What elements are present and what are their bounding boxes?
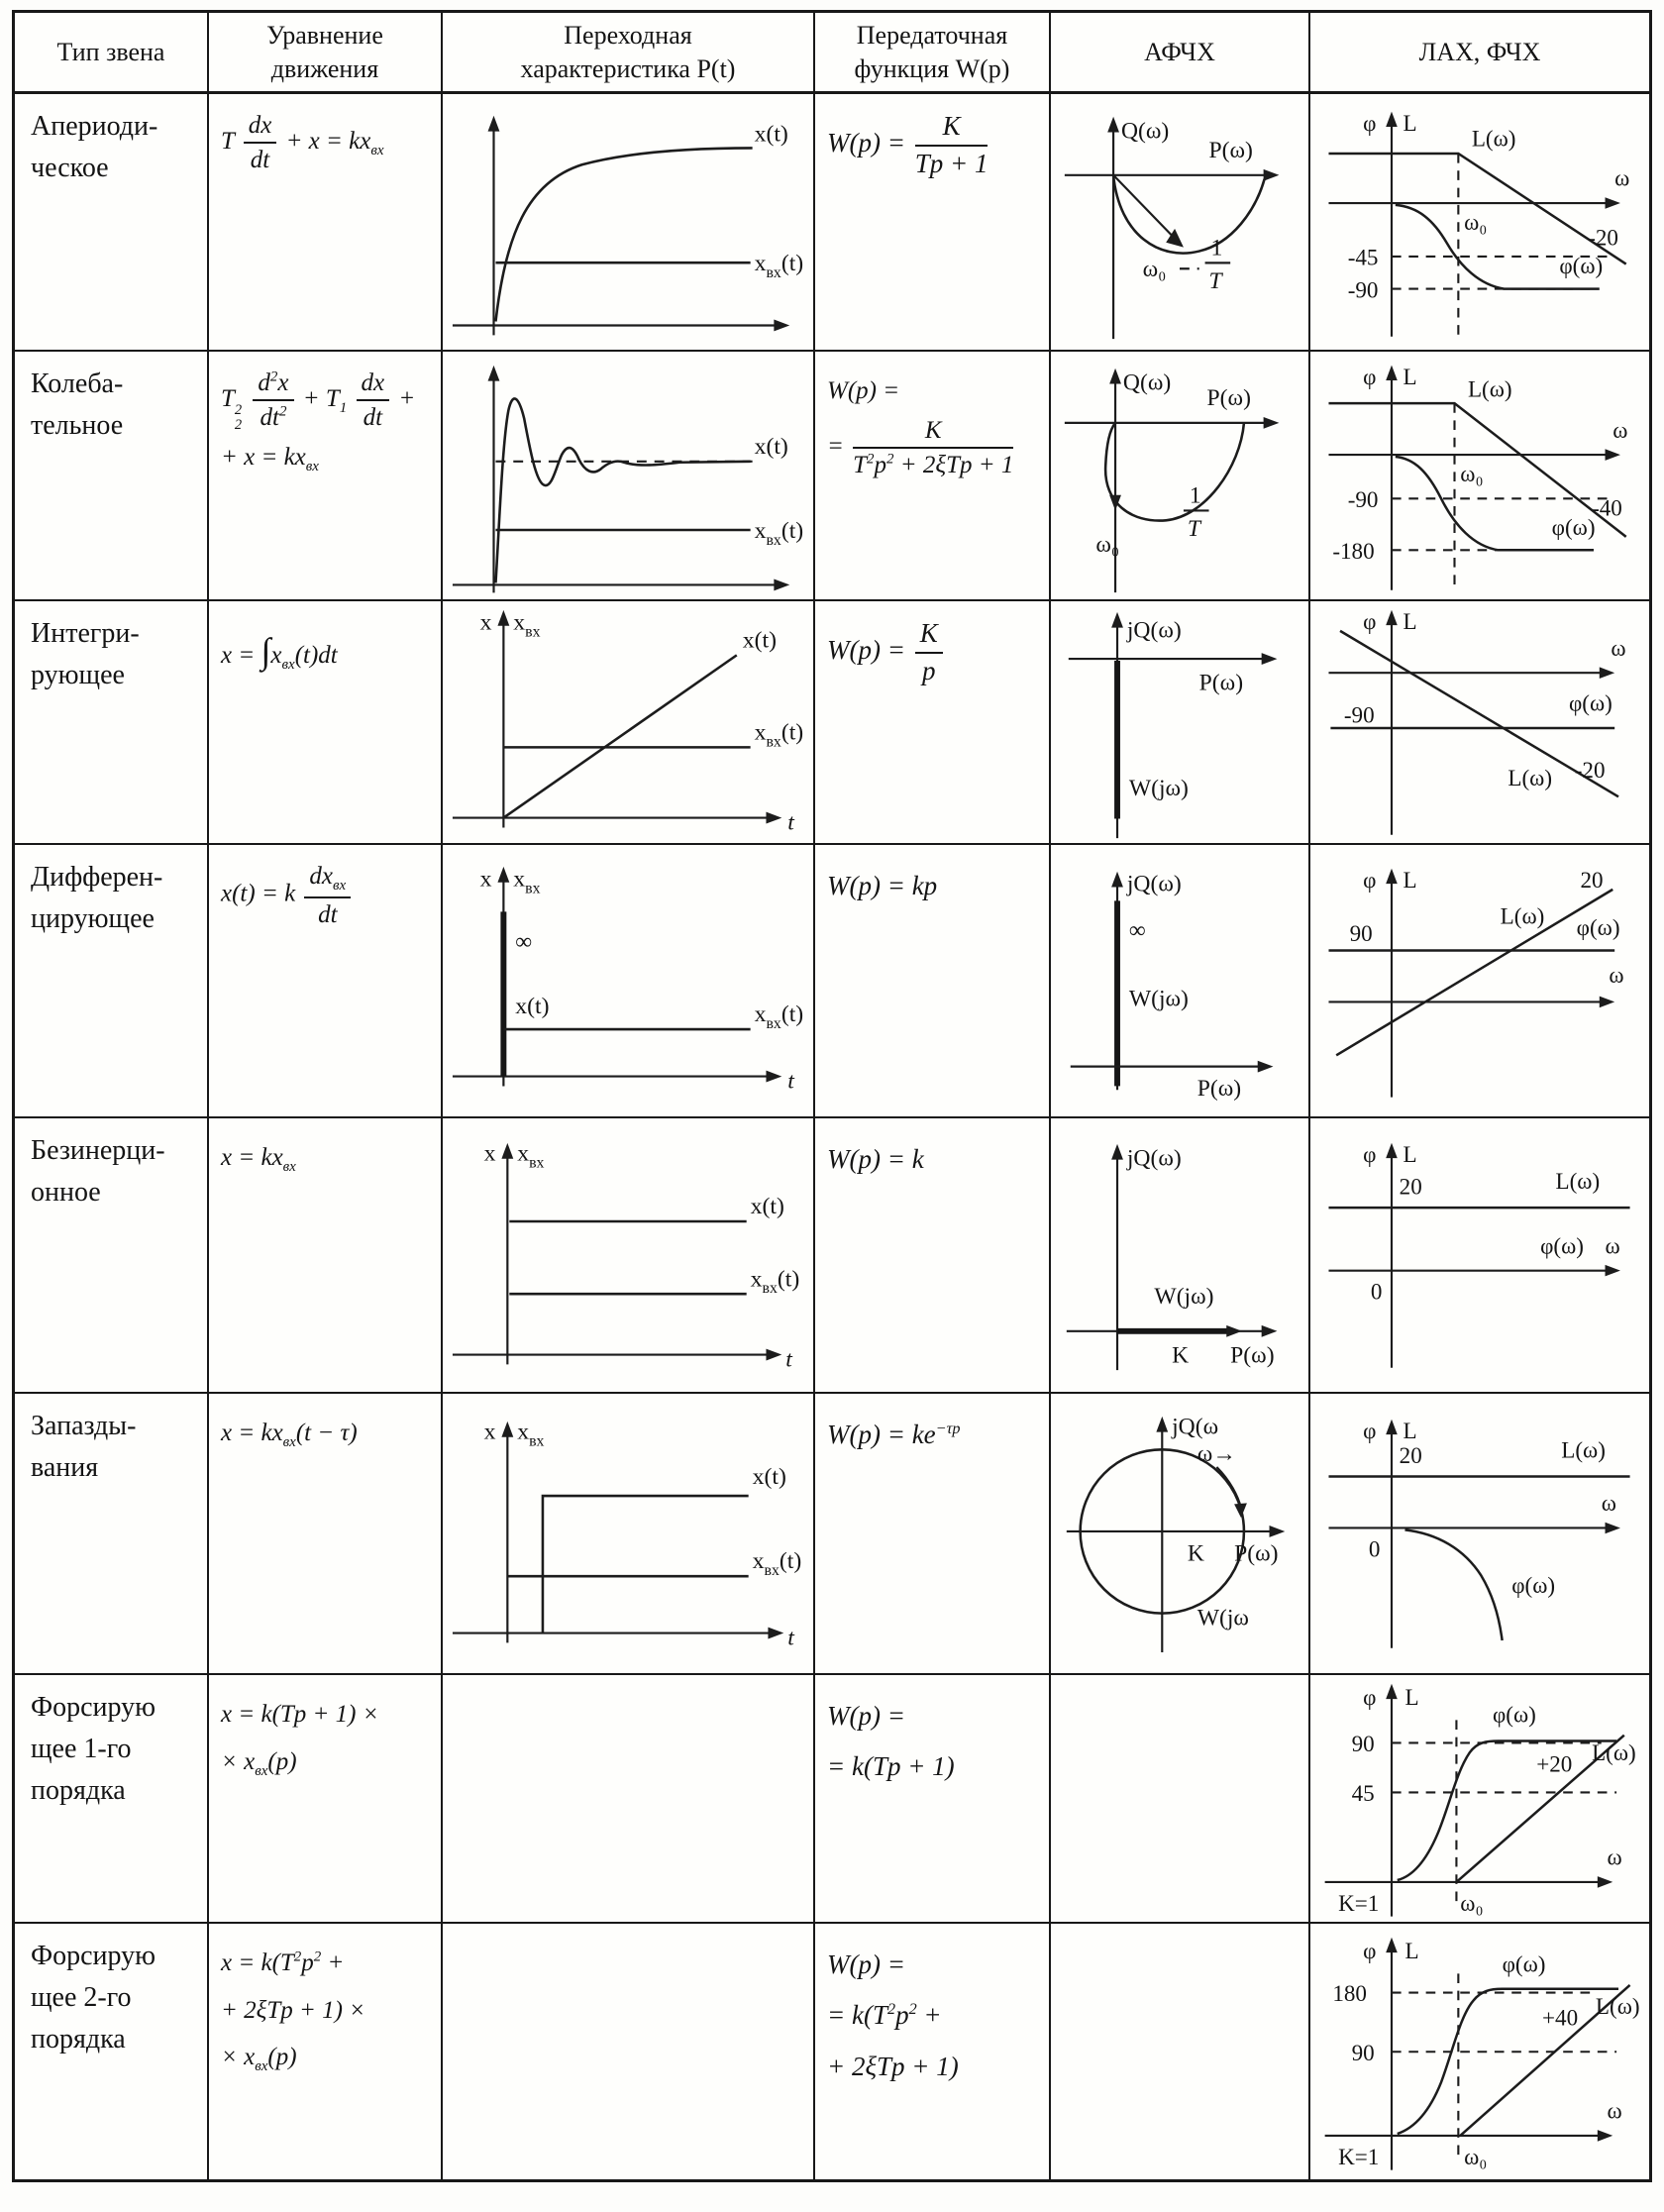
frequency-axis-label: ω: [1611, 634, 1626, 661]
header-lah: [1310, 13, 1649, 94]
row-integrating-lah-cell: [1310, 601, 1649, 845]
header-equation-label: Уравнение движения: [266, 20, 383, 83]
typical-links-table: [12, 10, 1652, 2182]
time-axis-label: t: [785, 1346, 792, 1373]
input-label: $x_{вх}(t)$: [754, 251, 804, 282]
frequency-axis-label: ω: [1605, 1232, 1620, 1259]
time-axis-label: t: [787, 1625, 794, 1651]
phase-90-label: -90: [1343, 701, 1375, 727]
axis-x-label: x: [479, 867, 492, 894]
row-oscillatory-transition-cell: [443, 352, 815, 601]
phase-label: φ(ω): [1568, 689, 1612, 716]
phase-axis-label: φ: [1363, 1937, 1377, 1963]
link-type-name: Безинерци-: [31, 1135, 165, 1166]
slope-label: +20: [1536, 1750, 1573, 1777]
frequency-axis-label: ω: [1612, 416, 1628, 443]
hodograph-label: W(jω: [1196, 1605, 1249, 1632]
hodograph-curve: [1113, 175, 1265, 254]
input-label: $x_{вх}(t)$: [754, 1001, 804, 1033]
link-type-name: тельное: [31, 410, 124, 441]
real-axis-label: P(ω): [1206, 385, 1251, 412]
row-inertialess-equation-cell: [209, 1118, 443, 1394]
real-axis-label: P(ω): [1196, 1076, 1242, 1103]
omega-direction-label: ω→: [1196, 1441, 1236, 1468]
gain-20-label: 20: [1399, 1441, 1422, 1468]
link-type-name: ческое: [31, 153, 109, 183]
row-aperiodic-type-cell: [15, 94, 209, 352]
transfer-function: W(p) = = $k(T^2p^2$ + + 2ξTp + 1): [827, 1949, 959, 2081]
magnitude-label: L(ω): [1467, 375, 1512, 402]
magnitude-label: L(ω): [1561, 1436, 1606, 1463]
hodograph-label: W(jω): [1128, 986, 1189, 1012]
integrating-bode-plot: [1315, 602, 1644, 843]
slope-label: -20: [1574, 756, 1606, 783]
row-forcing1-afch-cell: [1051, 1675, 1310, 1924]
row-aperiodic-equation-cell: [209, 94, 443, 352]
phase-axis-label: φ: [1363, 363, 1377, 389]
header-link-type-label: Тип звена: [56, 37, 165, 66]
magnitude-label: L(ω): [1595, 1992, 1640, 2019]
real-axis-label: P(ω): [1198, 671, 1244, 697]
transfer-function: W(p) = = k(Tp + 1): [827, 1701, 955, 1782]
magnitude-curve: [1336, 890, 1612, 1055]
row-inertialess-lah-cell: [1310, 1118, 1649, 1394]
magnitude-label: L(ω): [1555, 1167, 1601, 1194]
gain-label: K: [1172, 1342, 1190, 1369]
axis-x-label: x: [483, 1141, 496, 1168]
hodograph-curve: [1105, 423, 1244, 521]
header-lah-label: ЛАХ, ФЧХ: [1418, 37, 1541, 66]
row-forcing2-type-cell: [15, 1924, 209, 2179]
equation-of-motion: $x = kx_{вх}$: [221, 1144, 296, 1175]
equation-of-motion: x(t) = k $\frac{dx_{вх}}{dt}$: [221, 861, 437, 930]
axis-xin-label: $x_{вх}$: [513, 610, 541, 641]
phase-180-label: 180: [1332, 1979, 1367, 2006]
frequency-axis-label: ω: [1607, 1843, 1622, 1870]
phase-label: φ(ω): [1492, 1701, 1536, 1728]
link-type-name: Форсирую: [31, 1941, 156, 1971]
header-link-type: [15, 13, 209, 94]
magnitude-axis-label: L: [1403, 866, 1417, 893]
omega0-label: ω₀: [1464, 208, 1488, 235]
axis-xin-label: $x_{вх}$: [517, 1141, 545, 1172]
imaginary-axis-label: Q(ω): [1122, 369, 1172, 396]
axis-x-label: x: [479, 610, 492, 637]
real-axis-label: P(ω): [1230, 1342, 1275, 1369]
row-delay-lah-cell: [1310, 1394, 1649, 1675]
row-differentiating-transition-cell: [443, 845, 815, 1118]
axis-x-label: x: [483, 1420, 496, 1446]
link-type-name: порядка: [31, 1775, 126, 1806]
delay-bode-plot: [1315, 1414, 1644, 1654]
link-type-name: Форсирую: [31, 1692, 156, 1723]
row-integrating-transition-cell: [443, 601, 815, 845]
magnitude-axis-label: L: [1403, 1417, 1417, 1443]
frequency-axis-label: ω: [1614, 164, 1630, 191]
output-label: x(t): [754, 434, 788, 461]
aperiodic-step-response-plot: [447, 98, 809, 345]
frequency-axis-label: ω: [1607, 2097, 1622, 2124]
phase-curve: [1398, 1988, 1618, 2133]
time-axis-label: t: [787, 1068, 794, 1095]
omega0-label: ω₀: [1464, 2143, 1488, 2169]
time-axis-label: t: [787, 809, 794, 836]
row-integrating-transfer-cell: [815, 601, 1051, 845]
omega0-label: ω₀: [1460, 460, 1484, 486]
row-delay-afch-cell: [1051, 1394, 1310, 1675]
phase-axis-label: φ: [1363, 1417, 1377, 1443]
hodograph-label: W(jω): [1154, 1284, 1214, 1311]
phase-90-label: -90: [1347, 276, 1379, 303]
slope-label: 20: [1580, 866, 1604, 893]
direction-arrow: [1109, 495, 1121, 511]
transfer-function: $W(p) = ke^{-\tau p}$: [827, 1420, 961, 1449]
vector-arrow: [1113, 175, 1176, 240]
gain-equals-1-label: K=1: [1338, 1890, 1380, 1917]
output-label: x(t): [754, 121, 788, 148]
row-integrating-equation-cell: [209, 601, 443, 845]
axis-xin-label: $x_{вх}$: [513, 867, 541, 897]
phase-180-label: -180: [1332, 537, 1375, 564]
slope-label: -40: [1592, 494, 1622, 521]
phase-90-label: 90: [1351, 2039, 1375, 2065]
output-label: x(t): [750, 1194, 784, 1220]
one-over-T-num: 1: [1189, 482, 1201, 509]
hodograph-label: W(jω): [1128, 776, 1189, 802]
imaginary-axis-label: jQ(ω: [1172, 1414, 1219, 1440]
phase-label: φ(ω): [1559, 252, 1604, 278]
row-forcing2-afch-cell: [1051, 1924, 1310, 2179]
transfer-function: W(p) = = $\frac{K}{T^2p^2 + 2\xi Tp + 1}$: [827, 377, 1014, 478]
row-oscillatory-type-cell: [15, 352, 209, 601]
transfer-function: W(p) = kp: [827, 871, 938, 900]
link-type-name: Дифферен-: [31, 862, 163, 893]
delayed-output-step: [543, 1496, 749, 1633]
infinity-label: ∞: [515, 929, 533, 956]
gain-20-label: 20: [1399, 1173, 1422, 1200]
row-oscillatory-lah-cell: [1310, 352, 1649, 601]
row-forcing1-transition-cell: [443, 1675, 815, 1924]
input-label: $x_{вх}(t)$: [752, 1548, 802, 1580]
differentiating-bode-plot: [1315, 861, 1644, 1102]
aperiodic-nyquist-plot: [1057, 101, 1302, 343]
row-oscillatory-equation-cell: [209, 352, 443, 601]
phase-curve: [1404, 1529, 1502, 1640]
phase-axis-label: φ: [1363, 607, 1377, 634]
output-label: x(t): [742, 627, 777, 654]
equation-of-motion: T 2 2 $\frac{d^2x}{dt^2}$ + $T_1$ $\frac{dx}{dt}$ + + $x = kx_{вх}$: [221, 369, 416, 474]
row-forcing1-equation-cell: [209, 1675, 443, 1924]
phase-label: φ(ω): [1502, 1950, 1546, 1977]
header-transition-label: Переходная характеристика P(t): [520, 20, 736, 83]
link-type-name: Апериоди-: [31, 111, 158, 142]
frequency-axis-label: ω: [1601, 1489, 1616, 1516]
forcing1-bode-plot: [1315, 1678, 1644, 1919]
forcing2-bode-plot: [1315, 1932, 1644, 2172]
magnitude-label: L(ω): [1471, 125, 1516, 152]
row-forcing1-lah-cell: [1310, 1675, 1649, 1924]
row-inertialess-transfer-cell: [815, 1118, 1051, 1394]
row-aperiodic-transfer-cell: [815, 94, 1051, 352]
magnitude-axis-label: L: [1404, 1684, 1419, 1711]
differentiating-nyquist-plot: [1057, 860, 1302, 1102]
inertialess-step-response-plot: [447, 1131, 809, 1378]
phase-45-label: -45: [1347, 244, 1379, 270]
header-transfer-label: Передаточная функция W(p): [854, 20, 1010, 83]
phase-90-label: 90: [1349, 919, 1373, 946]
imaginary-axis-label: jQ(ω): [1126, 871, 1182, 897]
row-differentiating-afch-cell: [1051, 845, 1310, 1118]
header-afch: [1051, 13, 1310, 94]
row-forcing1-type-cell: [15, 1675, 209, 1924]
differentiating-step-response-plot: [447, 857, 809, 1104]
gain-equals-1-label: K=1: [1338, 2143, 1380, 2169]
inertialess-bode-plot: [1315, 1135, 1644, 1376]
magnitude-label: L(ω): [1592, 1739, 1636, 1766]
row-integrating-afch-cell: [1051, 601, 1310, 845]
link-type-name: щее 2-го: [31, 1982, 132, 2013]
row-delay-equation-cell: [209, 1394, 443, 1675]
link-type-name: Колеба-: [31, 369, 124, 399]
row-forcing2-transfer-cell: [815, 1924, 1051, 2179]
row-aperiodic-transition-cell: [443, 94, 815, 352]
phase-axis-label: φ: [1363, 109, 1377, 136]
row-inertialess-transition-cell: [443, 1118, 815, 1394]
phase-axis-label: φ: [1363, 1684, 1377, 1711]
one-over-T-den: T: [1208, 267, 1222, 294]
phase-label: φ(ω): [1511, 1571, 1556, 1598]
infinity-label: ∞: [1128, 917, 1146, 944]
output-curve: [495, 399, 750, 583]
axis-xin-label: $x_{вх}$: [517, 1420, 545, 1450]
row-delay-type-cell: [15, 1394, 209, 1675]
row-forcing2-transition-cell: [443, 1924, 815, 2179]
equation-of-motion: $x = k(T^2p^2$ + + 2ξTp + 1) × × $x_{вх}(p)$: [221, 1949, 366, 2074]
gain-label: K: [1187, 1540, 1204, 1567]
phase-90-label: 90: [1351, 1731, 1375, 1757]
header-transition: [443, 13, 815, 94]
slope-label: -20: [1588, 224, 1618, 251]
transfer-function: W(p) = $\frac{K}{p}$: [827, 617, 1045, 688]
link-type-name: онное: [31, 1177, 101, 1208]
transfer-function: W(p) = k: [827, 1144, 924, 1174]
equation-of-motion: $x = kx_{вх}(t - \tau)$: [221, 1420, 358, 1450]
magnitude-axis-label: L: [1403, 607, 1417, 634]
row-forcing1-transfer-cell: [815, 1675, 1051, 1924]
row-oscillatory-afch-cell: [1051, 352, 1310, 601]
zero-label: 0: [1370, 1278, 1383, 1305]
row-oscillatory-transfer-cell: [815, 352, 1051, 601]
oscillatory-step-response-plot: [447, 352, 809, 598]
imaginary-axis-label: Q(ω): [1120, 118, 1170, 145]
link-type-name: Интегри-: [31, 618, 140, 649]
phase-curve: [1398, 1741, 1616, 1880]
imaginary-axis-label: jQ(ω): [1126, 1145, 1182, 1172]
magnitude-axis-label: L: [1403, 1140, 1417, 1167]
one-over-T-num: 1: [1210, 235, 1223, 262]
link-type-name: рующее: [31, 660, 125, 690]
phase-90-label: -90: [1347, 485, 1379, 512]
real-axis-label: P(ω): [1234, 1540, 1279, 1567]
omega0-label: ω₀: [1460, 1890, 1484, 1917]
link-type-name: Запазды-: [31, 1411, 137, 1441]
zero-label: 0: [1368, 1535, 1381, 1562]
input-label: $x_{вх}(t)$: [750, 1266, 800, 1298]
phase-label: φ(ω): [1551, 513, 1596, 540]
row-forcing2-equation-cell: [209, 1924, 443, 2179]
omega0-label: ω₀: [1095, 531, 1120, 558]
row-differentiating-lah-cell: [1310, 845, 1649, 1118]
row-aperiodic-afch-cell: [1051, 94, 1310, 352]
row-differentiating-transfer-cell: [815, 845, 1051, 1118]
header-transfer: [815, 13, 1051, 94]
row-delay-transition-cell: [443, 1394, 815, 1675]
phase-axis-label: φ: [1363, 1140, 1377, 1167]
slope-label: +40: [1542, 2004, 1579, 2031]
row-inertialess-afch-cell: [1051, 1118, 1310, 1394]
row-aperiodic-lah-cell: [1310, 94, 1649, 352]
magnitude-axis-label: L: [1403, 363, 1417, 389]
magnitude-axis-label: L: [1403, 109, 1417, 136]
input-label: $x_{вх}(t)$: [754, 518, 804, 550]
row-integrating-type-cell: [15, 601, 209, 845]
output-ramp: [503, 656, 736, 818]
link-type-name: цирующее: [31, 903, 155, 934]
phase-label: φ(ω): [1540, 1232, 1584, 1259]
input-label: $x_{вх}(t)$: [754, 719, 804, 751]
magnitude-label: L(ω): [1500, 902, 1545, 929]
magnitude-axis-label: L: [1404, 1937, 1419, 1963]
real-axis-label: P(ω): [1208, 138, 1253, 164]
output-curve: [495, 149, 752, 322]
one-over-T-den: T: [1187, 516, 1201, 543]
row-delay-transfer-cell: [815, 1394, 1051, 1675]
output-label: x(t): [515, 994, 550, 1020]
integrating-step-response-plot: [447, 601, 809, 845]
phase-45-label: 45: [1351, 1780, 1375, 1807]
header-afch-label: АФЧХ: [1144, 37, 1215, 66]
row-differentiating-equation-cell: [209, 845, 443, 1118]
aperiodic-bode-plot: [1315, 102, 1644, 343]
delay-step-response-plot: [447, 1410, 809, 1656]
row-differentiating-type-cell: [15, 845, 209, 1118]
omega0-label: ω₀: [1142, 257, 1167, 283]
link-type-name: вания: [31, 1452, 99, 1483]
delay-nyquist-plot: [1057, 1407, 1302, 1660]
frequency-axis-label: ω: [1609, 961, 1624, 988]
oscillatory-bode-plot: [1315, 356, 1644, 596]
link-type-name: порядка: [31, 2024, 126, 2054]
link-type-name: щее 1-го: [31, 1734, 132, 1764]
integrating-nyquist-plot: [1057, 602, 1302, 841]
imaginary-axis-label: jQ(ω): [1126, 617, 1182, 644]
equation-of-motion: $x = \int x_{вх}(t)dt$: [221, 631, 338, 673]
output-label: x(t): [752, 1464, 786, 1491]
inertialess-nyquist-plot: [1057, 1134, 1302, 1376]
transfer-function: W(p) = $\frac{K}{Tp + 1}$: [827, 111, 988, 178]
equation-of-motion: x = k(Tp + 1) × × $x_{вх}(p)$: [221, 1701, 379, 1779]
row-inertialess-type-cell: [15, 1118, 209, 1394]
magnitude-label: L(ω): [1508, 764, 1553, 790]
row-forcing2-lah-cell: [1310, 1924, 1649, 2179]
oscillatory-nyquist-plot: [1057, 355, 1302, 596]
phase-axis-label: φ: [1363, 866, 1377, 893]
equation-of-motion: T $\frac{dx}{dt}$ + $x = kx_{вх}$: [221, 112, 384, 174]
phase-label: φ(ω): [1576, 913, 1620, 940]
header-equation: [209, 13, 443, 94]
